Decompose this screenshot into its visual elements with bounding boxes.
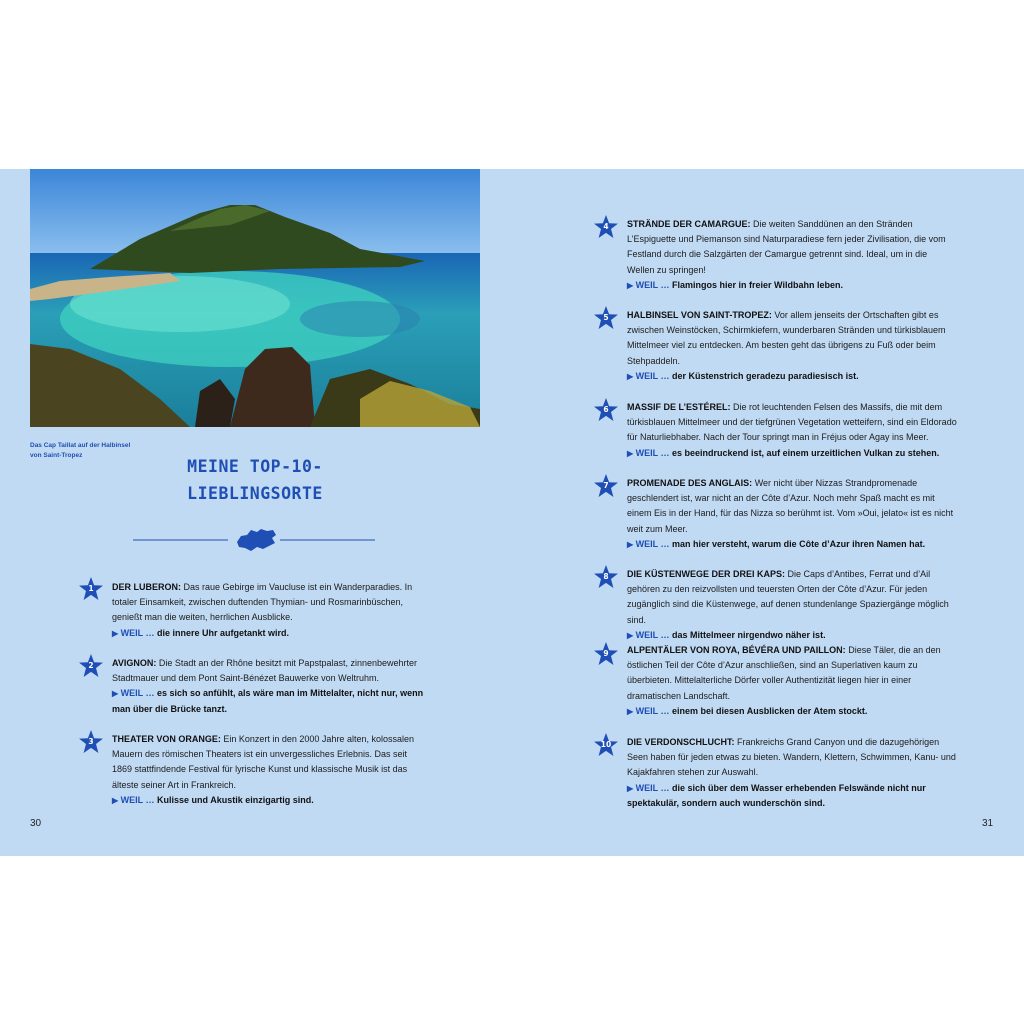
number-star-5 bbox=[593, 305, 619, 331]
list-item bbox=[112, 732, 428, 808]
list-item bbox=[627, 308, 957, 384]
entry-text: Frankreichs Grand Canyon und die dazugehörigen Seen haben für jeden etwas zu bieten. Wandern, Klettern, Schwimmen, Kanu- und Kajakfahren stehen zur Auswahl. bbox=[627, 737, 956, 778]
number-star-7 bbox=[593, 473, 619, 499]
because-text: Flamingos hier in freier Wildbahn leben. bbox=[672, 279, 843, 290]
entry-text: Wer nicht über Nizzas Strandpromenade geschlendert ist, war nicht an der Côte d’Azur. Noch mehr Spaß macht es mit einem Eis in der Hand, für das Nizza so berühmt ist. Vom »Oui, jelato« ist es nicht weit zum Meer. bbox=[627, 478, 954, 534]
because-keyword: WEIL … bbox=[120, 688, 155, 699]
page-number-left: 30 bbox=[30, 818, 42, 829]
because-line bbox=[627, 448, 939, 458]
because-line bbox=[627, 371, 859, 381]
triangle-icon: ▶ bbox=[627, 371, 634, 381]
because-text: einem bei diesen Ausblicken der Atem stockt. bbox=[672, 705, 868, 716]
list-item bbox=[627, 643, 957, 719]
list-item bbox=[627, 567, 957, 643]
entry-title: ALPENTÄLER VON ROYA, BÉVÉRA UND PAILLON: bbox=[627, 645, 846, 655]
entry-title: AVIGNON: bbox=[112, 658, 157, 668]
entry-text: Ein Konzert in den 2000 Jahre alten, kolossalen Mauern des römischen Theaters ist ein unvergessliches Erlebnis. Das seit 1869 stattfindende Festival für lyrische Kunst und klassische Musik ist das älteste seiner Art in Frankreich. bbox=[112, 734, 414, 790]
because-line bbox=[627, 630, 826, 640]
because-line bbox=[627, 706, 867, 716]
list-item bbox=[627, 400, 957, 461]
region-map-ornament bbox=[133, 525, 375, 555]
because-keyword: WEIL … bbox=[635, 705, 670, 716]
list-item bbox=[112, 656, 428, 717]
because-line bbox=[627, 539, 925, 549]
entry-title: DIE VERDONSCHLUCHT: bbox=[627, 737, 735, 747]
number-label: 9 bbox=[603, 649, 609, 658]
entry-title: DIE KÜSTENWEGE DER DREI KAPS: bbox=[627, 569, 786, 579]
cap-taillat-photo bbox=[30, 169, 480, 427]
photo-caption: Das Cap Taillat auf der Halbinsel von Saint-Tropez bbox=[30, 442, 131, 459]
entry-text: Die weiten Sanddünen an den Stränden L’Espiguette und Piemanson sind Naturparadiese fern jeder Zivilisation, die vom Festland durch die Salzgärten der Camargue getrennt sind. Ideal, um in die Wellen zu springen! bbox=[627, 219, 946, 275]
because-keyword: WEIL … bbox=[635, 279, 670, 290]
triangle-icon: ▶ bbox=[112, 628, 119, 638]
triangle-icon: ▶ bbox=[627, 539, 634, 549]
entry-title: PROMENADE DES ANGLAIS: bbox=[627, 478, 753, 488]
because-text: die sich über dem Wasser erhebenden Felswände nicht nur spektakulär, sondern auch wunderschön sind. bbox=[627, 782, 926, 808]
entry-text: Das raue Gebirge im Vaucluse ist ein Wanderparadies. In totaler Einsamkeit, zwischen duftenden Thymian- und Rosmarinbüschen, genießt man die weiten, herrlichen Ausblicke. bbox=[112, 582, 413, 623]
triangle-icon: ▶ bbox=[627, 783, 634, 793]
page-number-right: 31 bbox=[982, 818, 994, 829]
heading-line-2: LIEBLINGSORTE bbox=[187, 484, 323, 503]
number-label: 10 bbox=[600, 740, 612, 749]
entry-text: Diese Täler, die an den östlichen Teil der Côte d’Azur anschließen, sind an Superlativen kaum zu überbieten. Mittelalterliche Dörfer voller Authentizität liegen hier in einer dramatischen Landschaft. bbox=[627, 645, 941, 701]
number-label: 2 bbox=[88, 661, 94, 670]
number-star-4 bbox=[593, 214, 619, 240]
triangle-icon: ▶ bbox=[627, 448, 634, 458]
number-star-3 bbox=[78, 729, 104, 755]
because-line bbox=[627, 783, 926, 808]
because-text: es beeindruckend ist, auf einem urzeitlichen Vulkan zu stehen. bbox=[672, 447, 940, 458]
because-keyword: WEIL … bbox=[120, 627, 155, 638]
number-label: 5 bbox=[603, 313, 609, 322]
because-keyword: WEIL … bbox=[635, 782, 670, 793]
because-text: man hier versteht, warum die Côte d’Azur ihren Namen hat. bbox=[672, 538, 926, 549]
number-star-2 bbox=[78, 653, 104, 679]
triangle-icon: ▶ bbox=[627, 280, 634, 290]
entry-text: Die rot leuchtenden Felsen des Massifs, die mit dem türkisblauen Mittelmeer und der tiefgrünen Vegetation wetteifern, sind ein Eldorado für Naturliebhaber. Nach der Tour springt man in Fréjus oder Agay ins Meer. bbox=[627, 402, 957, 443]
number-label: 4 bbox=[603, 222, 609, 231]
because-text: es sich so anfühlt, als wäre man im Mittelalter, nicht nur, wenn man über die Brücke tanzt. bbox=[112, 688, 424, 714]
entry-text: Die Caps d’Antibes, Ferrat und d’Ail gehören zu den reizvollsten und teuersten Orten der Côte d’Azur. Für jeden zugänglich sind die Küstenwege, auf denen stundenlange Spaziergänge möglich sind. bbox=[627, 569, 949, 625]
list-item bbox=[627, 217, 957, 293]
because-keyword: WEIL … bbox=[635, 629, 670, 640]
number-label: 7 bbox=[603, 481, 609, 490]
number-star-10 bbox=[593, 732, 619, 758]
because-line bbox=[112, 688, 423, 713]
entry-title: HALBINSEL VON SAINT-TROPEZ: bbox=[627, 310, 772, 320]
triangle-icon: ▶ bbox=[627, 630, 634, 640]
number-star-9 bbox=[593, 641, 619, 667]
list-item bbox=[627, 476, 957, 552]
because-keyword: WEIL … bbox=[635, 447, 670, 458]
entry-title: THEATER VON ORANGE: bbox=[112, 734, 221, 744]
entry-title: STRÄNDE DER CAMARGUE: bbox=[627, 219, 751, 229]
entry-title: DER LUBERON: bbox=[112, 582, 181, 592]
page-heading bbox=[150, 453, 360, 507]
triangle-icon: ▶ bbox=[112, 795, 119, 805]
number-label: 8 bbox=[603, 572, 609, 581]
entry-text: Vor allem jenseits der Ortschaften gibt es zwischen Weinstöcken, Schirmkiefern, wunderbaren Stränden und türkisblauem Mittelmeer viel zu entdecken. Am besten geht das übrigens zu Fuß oder beim Stehpaddeln. bbox=[627, 310, 946, 366]
because-line bbox=[112, 795, 314, 805]
entry-title: MASSIF DE L’ESTÉREL: bbox=[627, 402, 731, 412]
because-keyword: WEIL … bbox=[635, 538, 670, 549]
triangle-icon: ▶ bbox=[112, 689, 119, 699]
because-keyword: WEIL … bbox=[635, 370, 670, 381]
number-star-8 bbox=[593, 564, 619, 590]
because-line bbox=[112, 628, 289, 638]
number-label: 3 bbox=[88, 737, 94, 746]
because-text: das Mittelmeer nirgendwo näher ist. bbox=[672, 629, 826, 640]
because-line bbox=[627, 280, 843, 290]
because-keyword: WEIL … bbox=[120, 794, 155, 805]
book-spread bbox=[0, 169, 1024, 856]
number-label: 1 bbox=[88, 584, 94, 593]
entry-text: Die Stadt an der Rhône besitzt mit Papstpalast, zinnenbewehrter Stadtmauer und dem Pont Saint-Bénézet Bauwerke von Weltruhm. bbox=[112, 658, 418, 684]
list-item bbox=[112, 580, 428, 641]
because-text: die innere Uhr aufgetankt wird. bbox=[157, 627, 290, 638]
number-star-1 bbox=[78, 576, 104, 602]
number-star-6 bbox=[593, 397, 619, 423]
triangle-icon: ▶ bbox=[627, 706, 634, 716]
list-item bbox=[627, 735, 957, 811]
because-text: Kulisse und Akustik einzigartig sind. bbox=[157, 794, 314, 805]
heading-line-1: MEINE TOP-10- bbox=[187, 457, 323, 476]
because-text: der Küstenstrich geradezu paradiesisch ist. bbox=[672, 370, 859, 381]
number-label: 6 bbox=[603, 405, 609, 414]
